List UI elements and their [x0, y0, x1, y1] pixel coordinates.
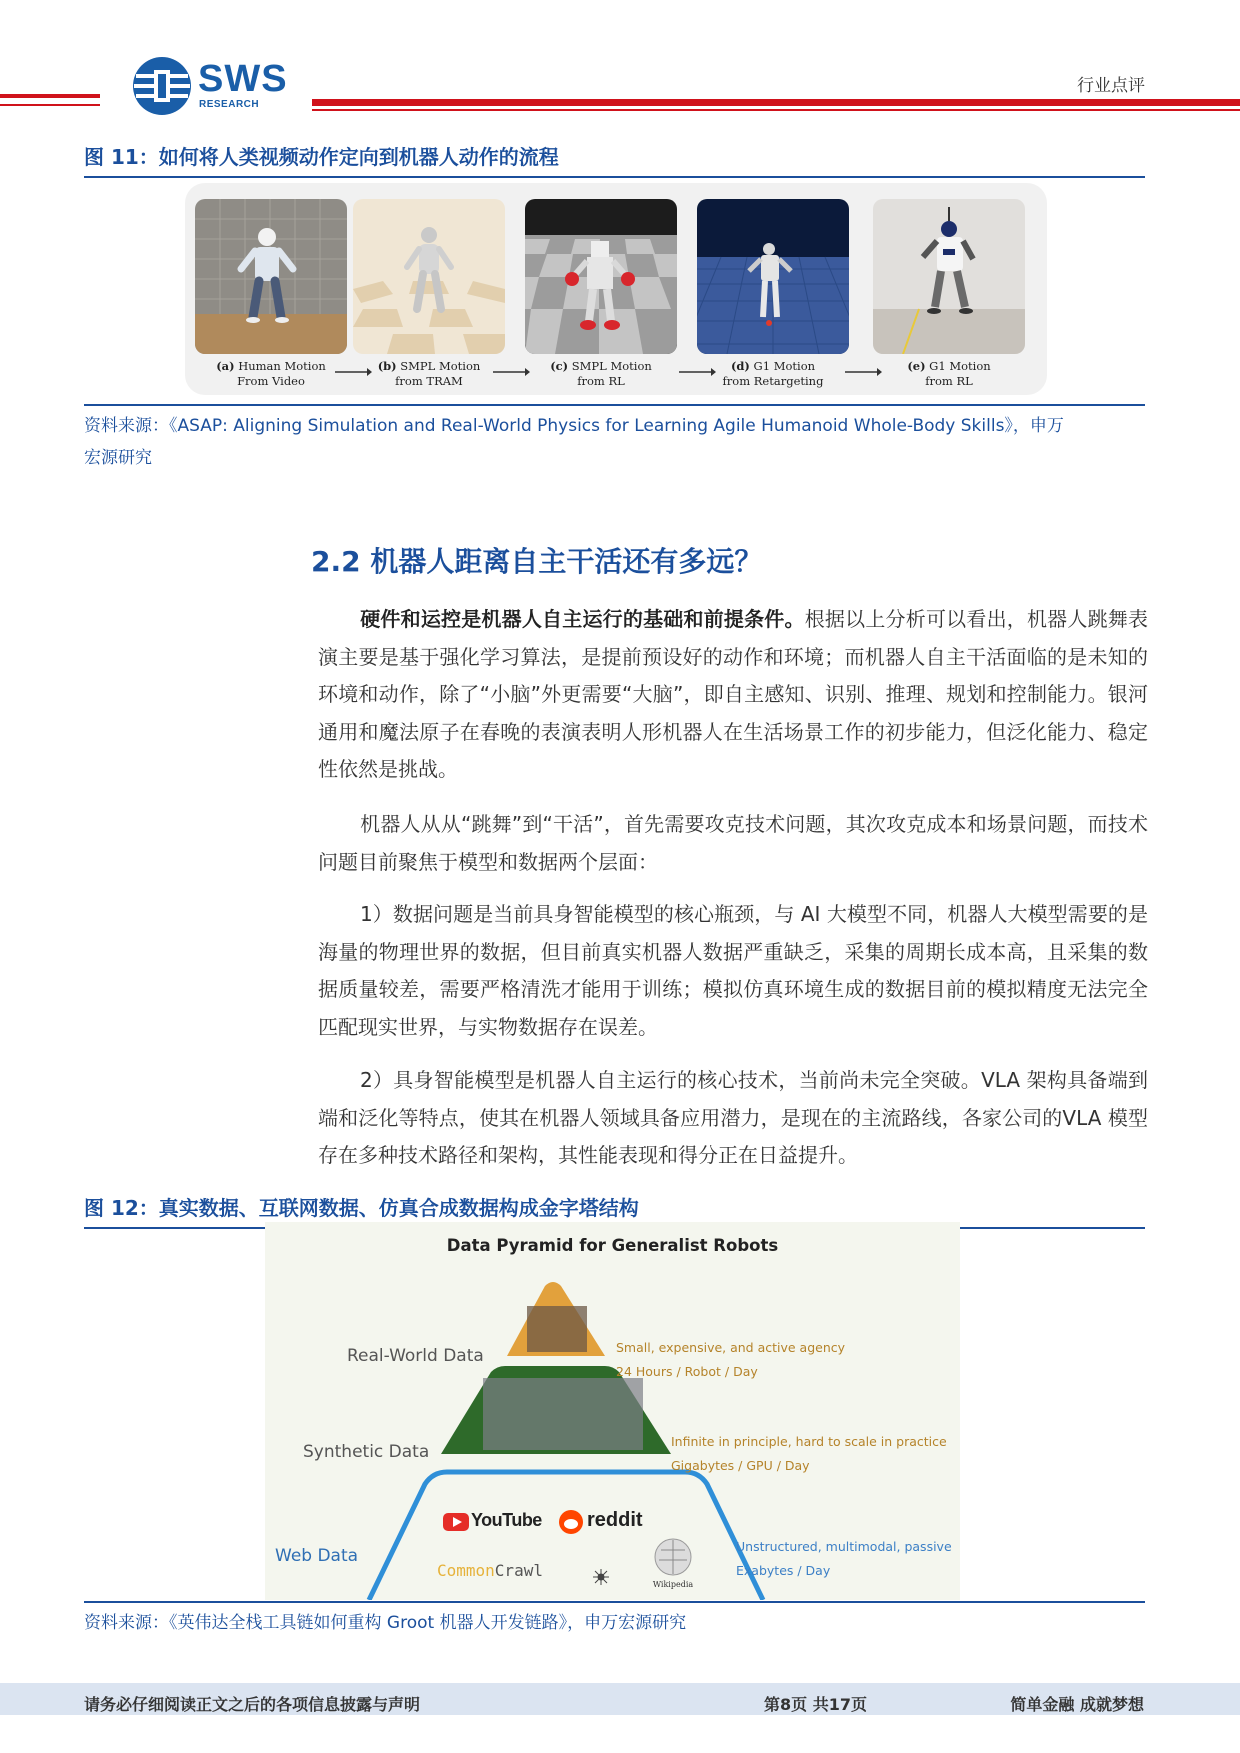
logo-wordmark: SWS: [198, 58, 288, 100]
tier-desc-real: [616, 1336, 845, 1384]
caption-c-line2: from RL: [577, 374, 625, 388]
sws-logo: [124, 52, 294, 118]
caption-b-line2: from TRAM: [395, 374, 463, 388]
figure-12-source: 资料来源：《英伟达全栈工具链如何重构 Groot 机器人开发链路》，申万宏源研究: [84, 1601, 1145, 1639]
tier-label-web: Web Data: [275, 1546, 359, 1566]
paragraph-3-body: 1）数据问题是当前具身智能模型的核心瓶颈，与 AI 大模型不同，机器人大模型需要的是海量的物理世界的数据，但目前真实机器人数据严重缺乏，采集的周期长成本高，且采集的数据质量较差，需要严格清洗才能用于训练；模拟仿真环境生成的数据目前的模拟精度无法完全匹配现实世界，与实物数据存在误差。: [318, 902, 1148, 1039]
header-rule-left: [0, 94, 100, 98]
paragraph-3: [318, 896, 1148, 1046]
header-rule-right-thin: [312, 109, 1240, 111]
figure-11-source-line2: 宏源研究: [84, 448, 152, 468]
tier-desc-synthetic-line2: Gigabytes / GPU / Day: [671, 1458, 810, 1473]
caption-d-line2: from Retargeting: [722, 374, 824, 388]
figure-12-title: 图 12：真实数据、互联网数据、仿真合成数据构成金字塔结构: [84, 1192, 1145, 1229]
caption-c-tag: (c): [550, 359, 569, 373]
caption-b-line1: SMPL Motion: [400, 359, 481, 373]
caption-a-tag: (a): [216, 359, 235, 373]
caption-b: [344, 359, 514, 389]
section-title: 2.2 机器人距离自主干活还有多远？: [311, 545, 763, 578]
human-video-image: [195, 199, 347, 354]
spider-icon: [593, 1569, 609, 1585]
pane-smpl-tram: [353, 199, 505, 354]
logo-subtitle: RESEARCH: [199, 99, 260, 110]
paragraph-4-body: 2）具身智能模型是机器人自主运行的核心技术，当前尚未完全突破。VLA 架构具备端到端和泛化等特点，使其在机器人领域具备应用潜力，是现在的主流路线，各家公司的VLA 模型存在多种技术路径和架构，其性能表现和得分正在日益提升。: [318, 1068, 1148, 1167]
caption-d-line1: G1 Motion: [753, 359, 816, 373]
caption-a-line2: From Video: [237, 374, 305, 388]
paragraph-1: [318, 601, 1148, 789]
wikipedia-logo-text: Wikipedia: [652, 1580, 694, 1589]
figure-11-title: 图 11：如何将人类视频动作定向到机器人动作的流程: [84, 141, 1145, 178]
paragraph-1-body: 根据以上分析可以看出，机器人跳舞表演主要是基于强化学习算法，是提前预设好的动作和环境；而机器人自主干活面临的是未知的环境和动作，除了“小脑”外更需要“大脑”，即自主感知、识别、推理、规划和控制能力。银河通用和魔法原子在春晚的表演表明人形机器人在生活场景工作的初步能力，但泛化能力、稳定性依然是挑战。: [318, 607, 1149, 781]
footer-page-number: 第8页 共17页: [764, 1695, 867, 1714]
tier-label-real: Real-World Data: [347, 1346, 484, 1366]
tier-label-synthetic: Synthetic Data: [303, 1442, 430, 1462]
youtube-logo-text: YouTube: [471, 1510, 542, 1530]
caption-e-tag: (e): [907, 359, 926, 373]
common-crawl-word-common: Common: [437, 1561, 495, 1580]
figure-11-source-line1: 资料来源：《ASAP: Aligning Simulation and Real-World Physics for Learning Agile Humanoid Whole-Body Skills》，申万: [84, 416, 1064, 436]
caption-e-line2: from RL: [925, 374, 973, 388]
caption-a: [186, 359, 356, 389]
g1-retarget-image: [697, 199, 849, 354]
paragraph-4: [318, 1062, 1148, 1175]
caption-c-line1: SMPL Motion: [571, 359, 652, 373]
paragraph-2-body: 机器人从从“跳舞”到“干活”，首先需要攻克技术问题，其次攻克成本和场景问题，而技术问题目前聚焦于模型和数据两个层面：: [318, 812, 1148, 874]
tier-desc-web-line2: Exabytes / Day: [736, 1563, 831, 1578]
tier-desc-web-line1: Unstructured, multimodal, passive: [736, 1539, 952, 1554]
real-world-photo: [527, 1306, 587, 1352]
pane-g1-rl: [873, 199, 1025, 354]
header-rule-left-thin: [0, 104, 100, 106]
tier-desc-synthetic-line1: Infinite in principle, hard to scale in practice: [671, 1434, 947, 1449]
reddit-logo-text: reddit: [587, 1509, 643, 1531]
pane-smpl-rl: [525, 199, 677, 354]
sws-logo-icon: [132, 56, 192, 116]
caption-b-tag: (b): [377, 359, 397, 373]
caption-d: [688, 359, 858, 389]
tier-desc-synthetic: [671, 1430, 947, 1478]
footer-disclaimer: 请务必仔细阅读正文之后的各项信息披露与声明: [84, 1695, 421, 1714]
figure-11-source: [84, 404, 1145, 474]
pane-human-video: [195, 199, 347, 354]
caption-d-tag: (d): [730, 359, 750, 373]
tier-desc-web: [736, 1535, 952, 1583]
header-rule-right: [312, 99, 1240, 106]
g1-rl-image: [873, 199, 1025, 354]
footer-slogan: 简单金融 成就梦想: [1010, 1695, 1144, 1714]
common-crawl-logo: [437, 1561, 543, 1580]
pyramid-title: Data Pyramid for Generalist Robots: [446, 1236, 779, 1255]
tier-desc-real-line1: Small, expensive, and active agency: [616, 1340, 846, 1355]
document-type: 行业点评: [1077, 76, 1145, 96]
data-pyramid-figure: [265, 1222, 960, 1600]
smpl-rl-image: [525, 199, 677, 354]
common-crawl-word-crawl: Crawl: [494, 1561, 543, 1580]
caption-e-line1: G1 Motion: [929, 359, 991, 373]
pane-g1-retarget: [697, 199, 849, 354]
paragraph-2: [318, 806, 1148, 881]
paragraph-1-lead: 硬件和运控是机器人自主运行的基础和前提条件。: [360, 607, 805, 631]
synthetic-render: [483, 1378, 643, 1450]
pyramid-bottom-tier: [369, 1472, 763, 1600]
tier-desc-real-line2: 24 Hours / Robot / Day: [616, 1364, 758, 1379]
caption-a-line1: Human Motion: [238, 359, 326, 373]
caption-e: [864, 359, 1034, 389]
smpl-tram-image: [353, 199, 505, 354]
caption-c: [516, 359, 686, 389]
figure-11-panel: [185, 183, 1047, 395]
